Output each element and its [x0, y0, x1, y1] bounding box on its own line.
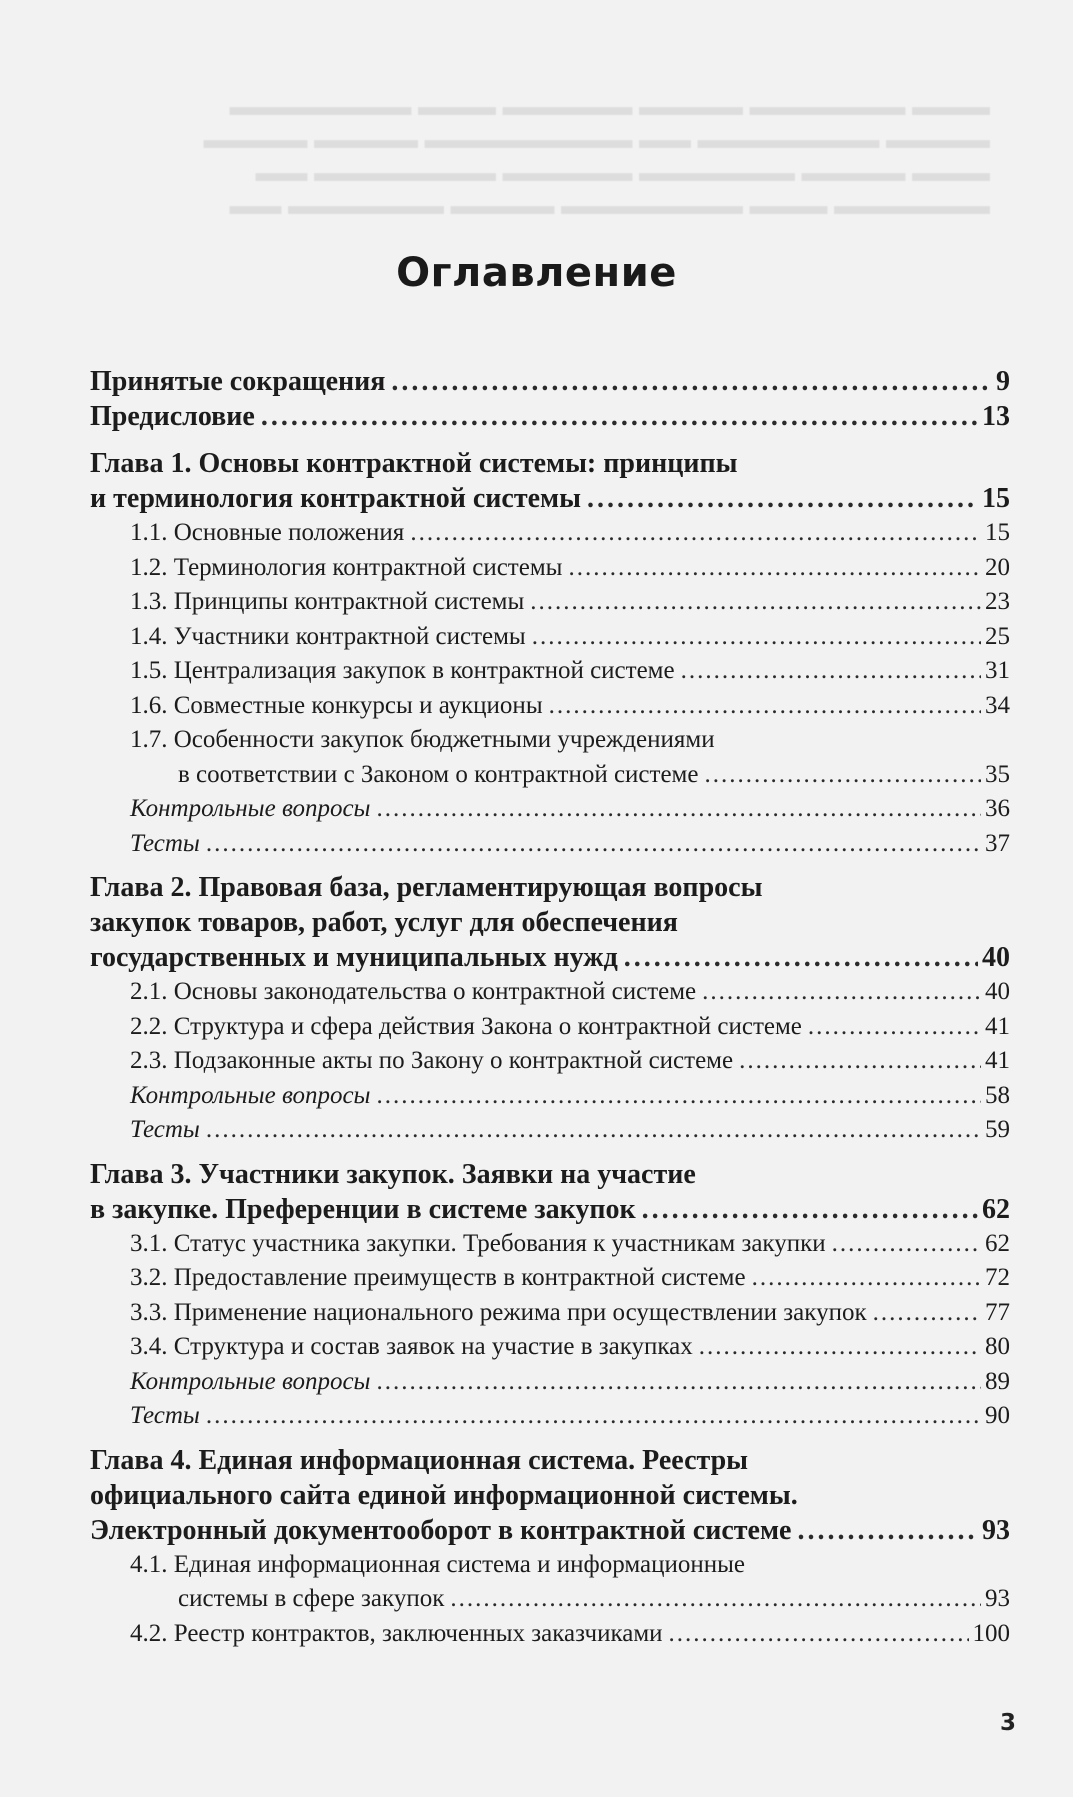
toc-entry-page: 23	[985, 588, 1010, 615]
toc-section-1-2[interactable]	[90, 551, 1010, 586]
toc-entry-label: системы в сфере закупок	[178, 1585, 445, 1612]
dot-leader	[377, 792, 982, 827]
toc-chapter-1[interactable]	[90, 446, 1010, 516]
dot-leader	[587, 481, 978, 516]
toc-section-3-3[interactable]	[90, 1296, 1010, 1331]
toc-section-2-2[interactable]	[90, 1010, 1010, 1045]
toc-review-questions-1[interactable]	[90, 792, 1010, 827]
toc-entry-label: Предисловие	[90, 401, 255, 432]
dot-leader	[549, 689, 981, 724]
toc-entry-label: 2.1. Основы законодательства о контрактной системе	[130, 978, 697, 1005]
toc-entry-page: 93	[982, 1514, 1010, 1546]
chapter-title-line: государственных и муниципальных нужд	[90, 942, 618, 973]
dot-leader	[808, 1010, 981, 1045]
chapter-title-line: в закупке. Преференции в системе закупок	[90, 1193, 636, 1225]
dot-leader	[410, 516, 981, 551]
toc-entry-page: 15	[982, 483, 1010, 514]
toc-entry-page: 35	[985, 760, 1010, 788]
toc-entry-page: 62	[985, 1229, 1010, 1257]
toc-section-1-1[interactable]	[90, 516, 1010, 551]
dot-leader	[704, 758, 981, 793]
toc-section-3-1[interactable]	[90, 1227, 1010, 1262]
toc-entry-label: 3.4. Структура и состав заявок на участие в закупках	[130, 1333, 693, 1360]
toc-section-2-1[interactable]	[90, 975, 1010, 1010]
toc-section-4-1[interactable]	[90, 1548, 1010, 1617]
page-title: Оглавление	[396, 250, 677, 296]
toc-entry-preface[interactable]	[90, 399, 1010, 434]
toc-entry-page: 89	[985, 1367, 1010, 1395]
dot-leader	[739, 1044, 981, 1079]
toc-tests-3[interactable]	[90, 1399, 1010, 1434]
toc-review-questions-2[interactable]	[90, 1079, 1010, 1114]
chapter-title-line: Глава 3. Участники закупок. Заявки на участие	[90, 1158, 696, 1190]
toc-entry-page: 59	[985, 1116, 1010, 1143]
toc-entry-label: в соответствии с Законом о контрактной системе	[178, 760, 699, 788]
toc-chapter-4[interactable]	[90, 1443, 1010, 1548]
toc-entry-page: 100	[972, 1619, 1010, 1647]
dot-leader	[832, 1227, 981, 1262]
dot-leader	[797, 1513, 978, 1548]
dot-leader	[206, 1113, 981, 1148]
dot-leader	[206, 827, 981, 862]
toc-entry-page: 36	[985, 795, 1010, 822]
dot-leader	[681, 654, 981, 689]
dot-leader	[702, 975, 981, 1010]
dot-leader	[206, 1399, 981, 1434]
toc-entry-label: 3.1. Статус участника закупки. Требования к участникам закупки	[130, 1229, 826, 1257]
toc-entry-page: 93	[985, 1585, 1010, 1612]
toc-section-3-4[interactable]	[90, 1330, 1010, 1365]
toc-entry-label: Тесты	[130, 1402, 200, 1429]
toc-chapter-2[interactable]	[90, 870, 1010, 975]
toc-entry-label: 2.2. Структура и сфера действия Закона о контрактной системе	[130, 1012, 802, 1040]
chapter-title-line: Электронный документооборот в контрактной системе	[90, 1514, 792, 1546]
toc-section-1-6[interactable]	[90, 689, 1010, 724]
toc-entry-page: 58	[985, 1081, 1010, 1109]
toc-entry-page: 41	[985, 1047, 1010, 1074]
toc-entry-page: 31	[985, 657, 1010, 684]
chapter-title-line: закупок товаров, работ, услуг для обеспечения	[90, 907, 678, 938]
toc-entry-label: Контрольные вопросы	[130, 1081, 371, 1109]
toc-entry-page: 13	[982, 401, 1010, 432]
toc-entry-abbreviations[interactable]	[90, 364, 1010, 399]
toc-entry-page: 77	[985, 1298, 1010, 1326]
toc-entry-label: 4.1. Единая информационная система и информационные	[130, 1550, 745, 1578]
chapter-title-line: Глава 2. Правовая база, регламентирующая вопросы	[90, 872, 763, 903]
toc-entry-label: 3.3. Применение национального режима при осуществлении закупок	[130, 1298, 867, 1326]
toc-chapter-3[interactable]	[90, 1157, 1010, 1227]
toc-entry-page: 80	[985, 1333, 1010, 1360]
toc-section-4-2[interactable]	[90, 1617, 1010, 1652]
table-of-contents	[90, 364, 1010, 1651]
dot-leader	[261, 399, 978, 434]
dot-leader	[530, 585, 981, 620]
toc-entry-label: 1.3. Принципы контрактной системы	[130, 588, 525, 615]
toc-entry-page: 40	[985, 978, 1010, 1005]
dot-leader	[873, 1296, 981, 1331]
toc-entry-page: 9	[996, 366, 1010, 397]
toc-entry-label: 2.3. Подзаконные акты по Закону о контрактной системе	[130, 1047, 734, 1074]
chapter-title-line: официального сайта единой информационной системы.	[90, 1479, 798, 1511]
toc-section-3-2[interactable]	[90, 1261, 1010, 1296]
toc-entry-label: Принятые сокращения	[90, 366, 386, 397]
toc-tests-1[interactable]	[90, 827, 1010, 862]
toc-entry-page: 90	[985, 1402, 1010, 1429]
toc-entry-label: 4.2. Реестр контрактов, заключенных заказчиками	[130, 1619, 663, 1647]
toc-entry-label: 1.1. Основные положения	[130, 519, 405, 546]
toc-entry-page: 40	[982, 942, 1010, 973]
dot-leader	[642, 1192, 978, 1227]
dot-leader	[669, 1617, 969, 1652]
toc-entry-label: 1.2. Терминология контрактной системы	[130, 553, 563, 581]
toc-entry-page: 15	[985, 519, 1010, 546]
toc-section-1-4[interactable]	[90, 620, 1010, 655]
toc-entry-page: 20	[985, 553, 1010, 581]
toc-entry-label: 3.2. Предоставление преимуществ в контрактной системе	[130, 1264, 746, 1291]
toc-entry-page: 41	[985, 1012, 1010, 1040]
toc-section-2-3[interactable]	[90, 1044, 1010, 1079]
toc-entry-page: 72	[985, 1264, 1010, 1291]
toc-entry-page: 34	[985, 691, 1010, 719]
dot-leader	[450, 1582, 981, 1617]
toc-entry-label: 1.4. Участники контрактной системы	[130, 622, 526, 650]
toc-entry-page: 62	[982, 1193, 1010, 1225]
toc-entry-label: 1.7. Особенности закупок бюджетными учреждениями	[130, 726, 715, 753]
dot-leader	[752, 1261, 981, 1296]
toc-entry-page: 37	[985, 829, 1010, 857]
dot-leader	[624, 940, 978, 975]
bleed-through-texture: ▬▬▬ ▬▬▬▬▬▬ ▬▬▬▬ ▬▬▬▬▬ ▬▬▬ ▬▬▬▬▬▬▬ ▬▬▬▬ ▬▬▬▬▬▬▬ ▬▬ ▬▬▬▬▬▬▬▬ ▬▬▬▬ ▬▬▬▬ ▬▬▬ ▬▬▬▬ ▬▬▬▬▬▬ ▬▬▬▬▬ ▬▬▬▬▬▬▬ ▬▬ ▬▬▬▬▬▬ ▬▬▬ ▬▬▬▬▬▬▬ ▬▬▬▬ ▬▬▬▬▬▬ ▬▬	[203, 92, 990, 220]
dot-leader	[377, 1079, 982, 1114]
chapter-title-line: Глава 4. Единая информационная система. Реестры	[90, 1444, 749, 1476]
dot-leader	[532, 620, 981, 655]
toc-entry-label: Тесты	[130, 1116, 200, 1143]
chapter-title-line: и терминология контрактной системы	[90, 483, 581, 514]
toc-section-1-5[interactable]	[90, 654, 1010, 689]
toc-entry-label: 1.5. Централизация закупок в контрактной системе	[130, 657, 675, 684]
toc-entry-label: Контрольные вопросы	[130, 1367, 371, 1395]
toc-section-1-7[interactable]	[90, 723, 1010, 792]
toc-entry-page: 25	[985, 622, 1010, 650]
dot-leader	[377, 1365, 982, 1400]
page-number: 3	[1000, 1710, 1017, 1736]
dot-leader	[568, 551, 981, 586]
toc-entry-label: 1.6. Совместные конкурсы и аукционы	[130, 691, 543, 719]
toc-tests-2[interactable]	[90, 1113, 1010, 1148]
dot-leader	[699, 1330, 981, 1365]
chapter-title-line: Глава 1. Основы контрактной системы: принципы	[90, 448, 738, 479]
toc-section-1-3[interactable]	[90, 585, 1010, 620]
toc-entry-label: Тесты	[130, 829, 200, 857]
dot-leader	[391, 364, 992, 399]
toc-review-questions-3[interactable]	[90, 1365, 1010, 1400]
toc-entry-label: Контрольные вопросы	[130, 795, 371, 822]
